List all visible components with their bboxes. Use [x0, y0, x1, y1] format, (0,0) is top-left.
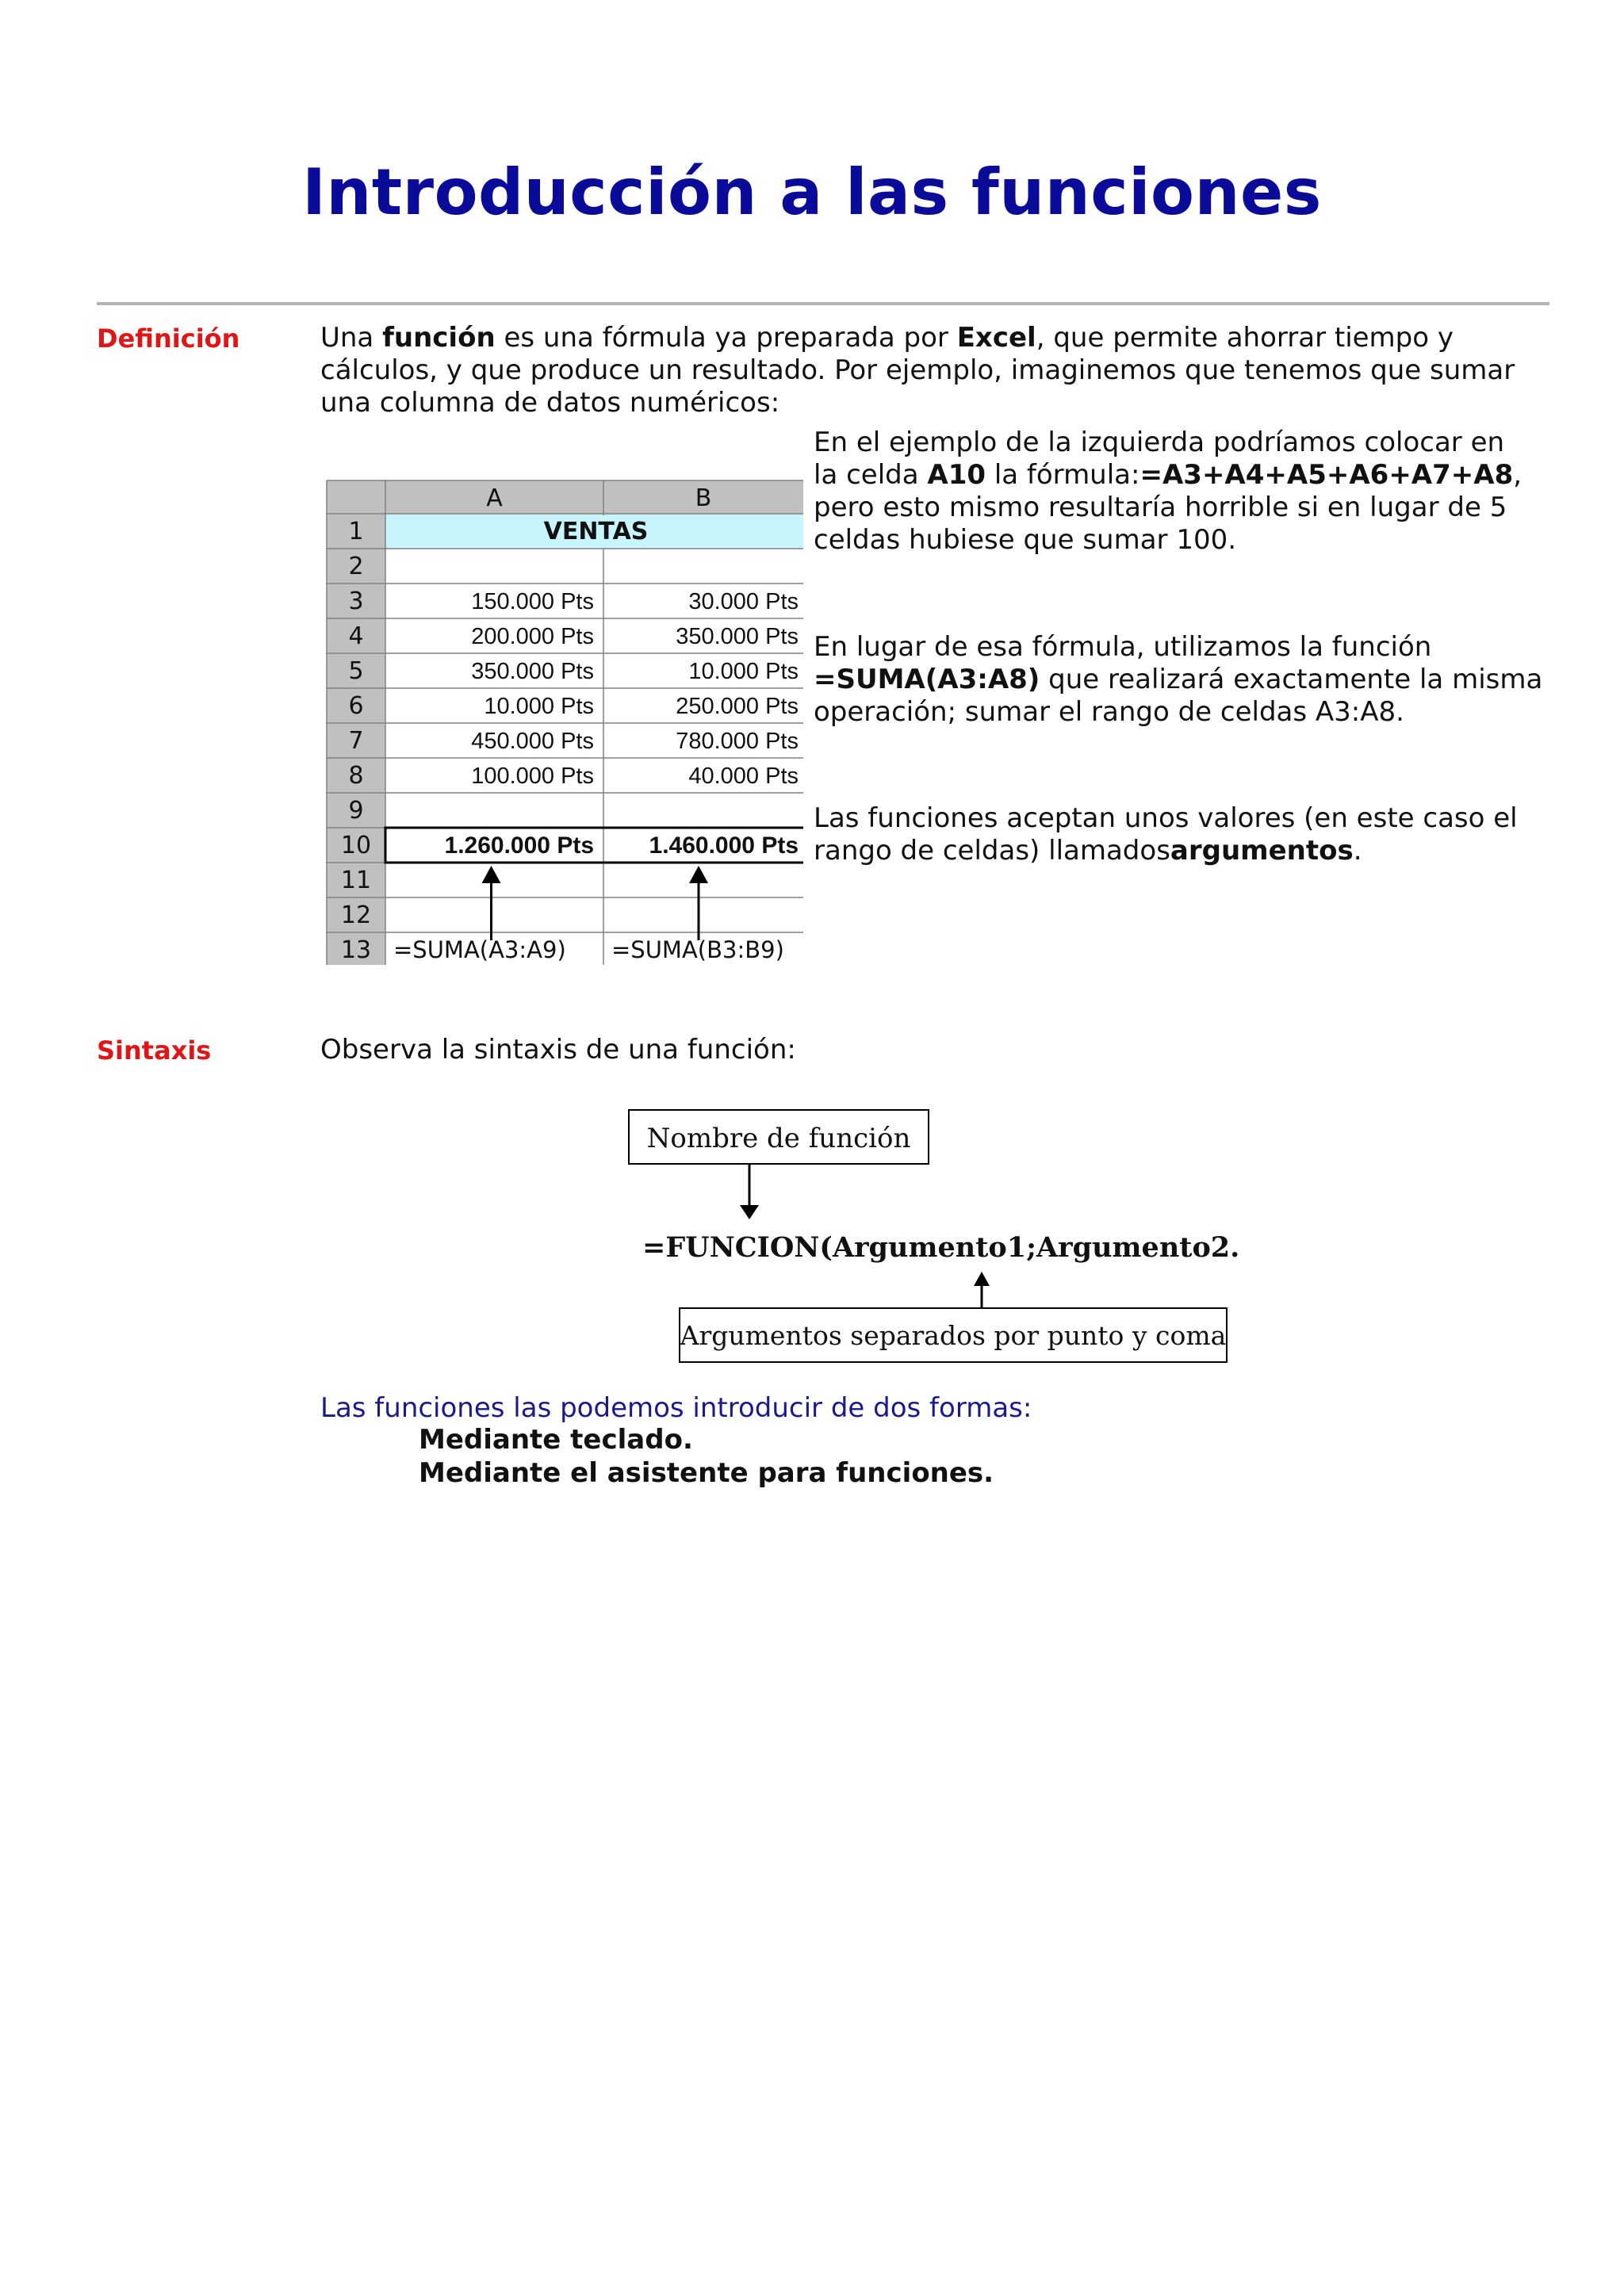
- row-number: 6: [348, 692, 364, 720]
- page-title: Introducción a las funciones: [302, 155, 1322, 229]
- syntax-intro: Observa la sintaxis de una función:: [320, 1034, 796, 1066]
- cell-b: 10.000 Pts: [688, 659, 799, 684]
- title-divider: [97, 302, 1549, 305]
- cell-b: 780.000 Pts: [676, 729, 799, 754]
- function-formula: =FUNCION(Argumento1;Argumento2...): [642, 1231, 1239, 1264]
- definition-intro: Una función es una fórmula ya preparada por Excel, que permite ahorrar tiempo y cálculos, y que produce un resultado. Por ejemplo, imaginemos que tenemos que sumar una columna de datos numéricos:: [320, 322, 1515, 419]
- explanation-paragraph-1: En el ejemplo de la izquierda podríamos colocar en la celda A10 la fórmula:=A3+A4+A5+A6+A7+A8, pero esto mismo resultaría horrible si en lugar de 5 celdas hubiese que sumar 100.: [814, 427, 1522, 556]
- section-label-sintaxis: Sintaxis: [97, 1035, 212, 1066]
- cell-a: 10.000 Pts: [484, 694, 594, 719]
- cell-a: 1.260.000 Pts: [444, 832, 594, 859]
- column-header-a: A: [486, 484, 503, 512]
- ventas-header: VENTAS: [543, 518, 649, 545]
- spreadsheet-example: [324, 477, 803, 965]
- row-number: 1: [348, 518, 364, 545]
- cell-b: 1.460.000 Pts: [649, 832, 799, 859]
- cell-a: 100.000 Pts: [471, 763, 594, 789]
- row-number: 13: [340, 936, 372, 964]
- arguments-label: Argumentos separados por punto y coma: [680, 1320, 1227, 1351]
- cell-b: 250.000 Pts: [676, 694, 799, 719]
- function-syntax-diagram: [620, 1107, 1239, 1368]
- cell-b: 40.000 Pts: [688, 763, 799, 789]
- cell-a: 450.000 Pts: [471, 729, 594, 754]
- arrow-down-icon: [740, 1205, 759, 1219]
- explanation-paragraph-2: En lugar de esa fórmula, utilizamos la función =SUMA(A3:A8) que realizará exactamente la misma operación; sumar el rango de celdas A3:A8.: [814, 631, 1543, 728]
- row-number: 10: [340, 832, 372, 859]
- cell-b: 350.000 Pts: [676, 624, 799, 649]
- function-name-label: Nombre de función: [646, 1123, 911, 1154]
- section-label-definicion: Definición: [97, 323, 240, 354]
- arrow-up-icon: [974, 1272, 990, 1286]
- cell-a: 200.000 Pts: [471, 624, 594, 649]
- arrow-up-icon: [482, 866, 501, 883]
- explanation-paragraph-3: Las funciones aceptan unos valores (en este caso el rango de celdas) llamadosargumentos.: [814, 802, 1518, 867]
- row-number: 4: [348, 622, 364, 650]
- cell-b: =SUMA(B3:B9): [611, 936, 784, 963]
- row-number: 3: [348, 587, 364, 615]
- cell-a: =SUMA(A3:A9): [393, 936, 566, 963]
- column-header-bar: [327, 480, 803, 514]
- form-item-wizard: Mediante el asistente para funciones.: [419, 1457, 994, 1489]
- row-number: 5: [348, 657, 364, 685]
- row-number: 11: [340, 867, 372, 894]
- row-number: 2: [348, 553, 364, 580]
- column-header-b: B: [695, 484, 712, 512]
- arrow-up-icon: [689, 866, 708, 883]
- cell-b: 30.000 Pts: [688, 589, 799, 614]
- row-number: 8: [348, 762, 364, 790]
- cell-a: 150.000 Pts: [471, 589, 594, 614]
- form-item-keyboard: Mediante teclado.: [419, 1424, 693, 1456]
- row-number: 9: [348, 797, 364, 825]
- row-number: 12: [340, 901, 372, 929]
- row-number: 7: [348, 727, 364, 755]
- cell-a: 350.000 Pts: [471, 659, 594, 684]
- forms-intro: Las funciones las podemos introducir de dos formas:: [320, 1392, 1032, 1424]
